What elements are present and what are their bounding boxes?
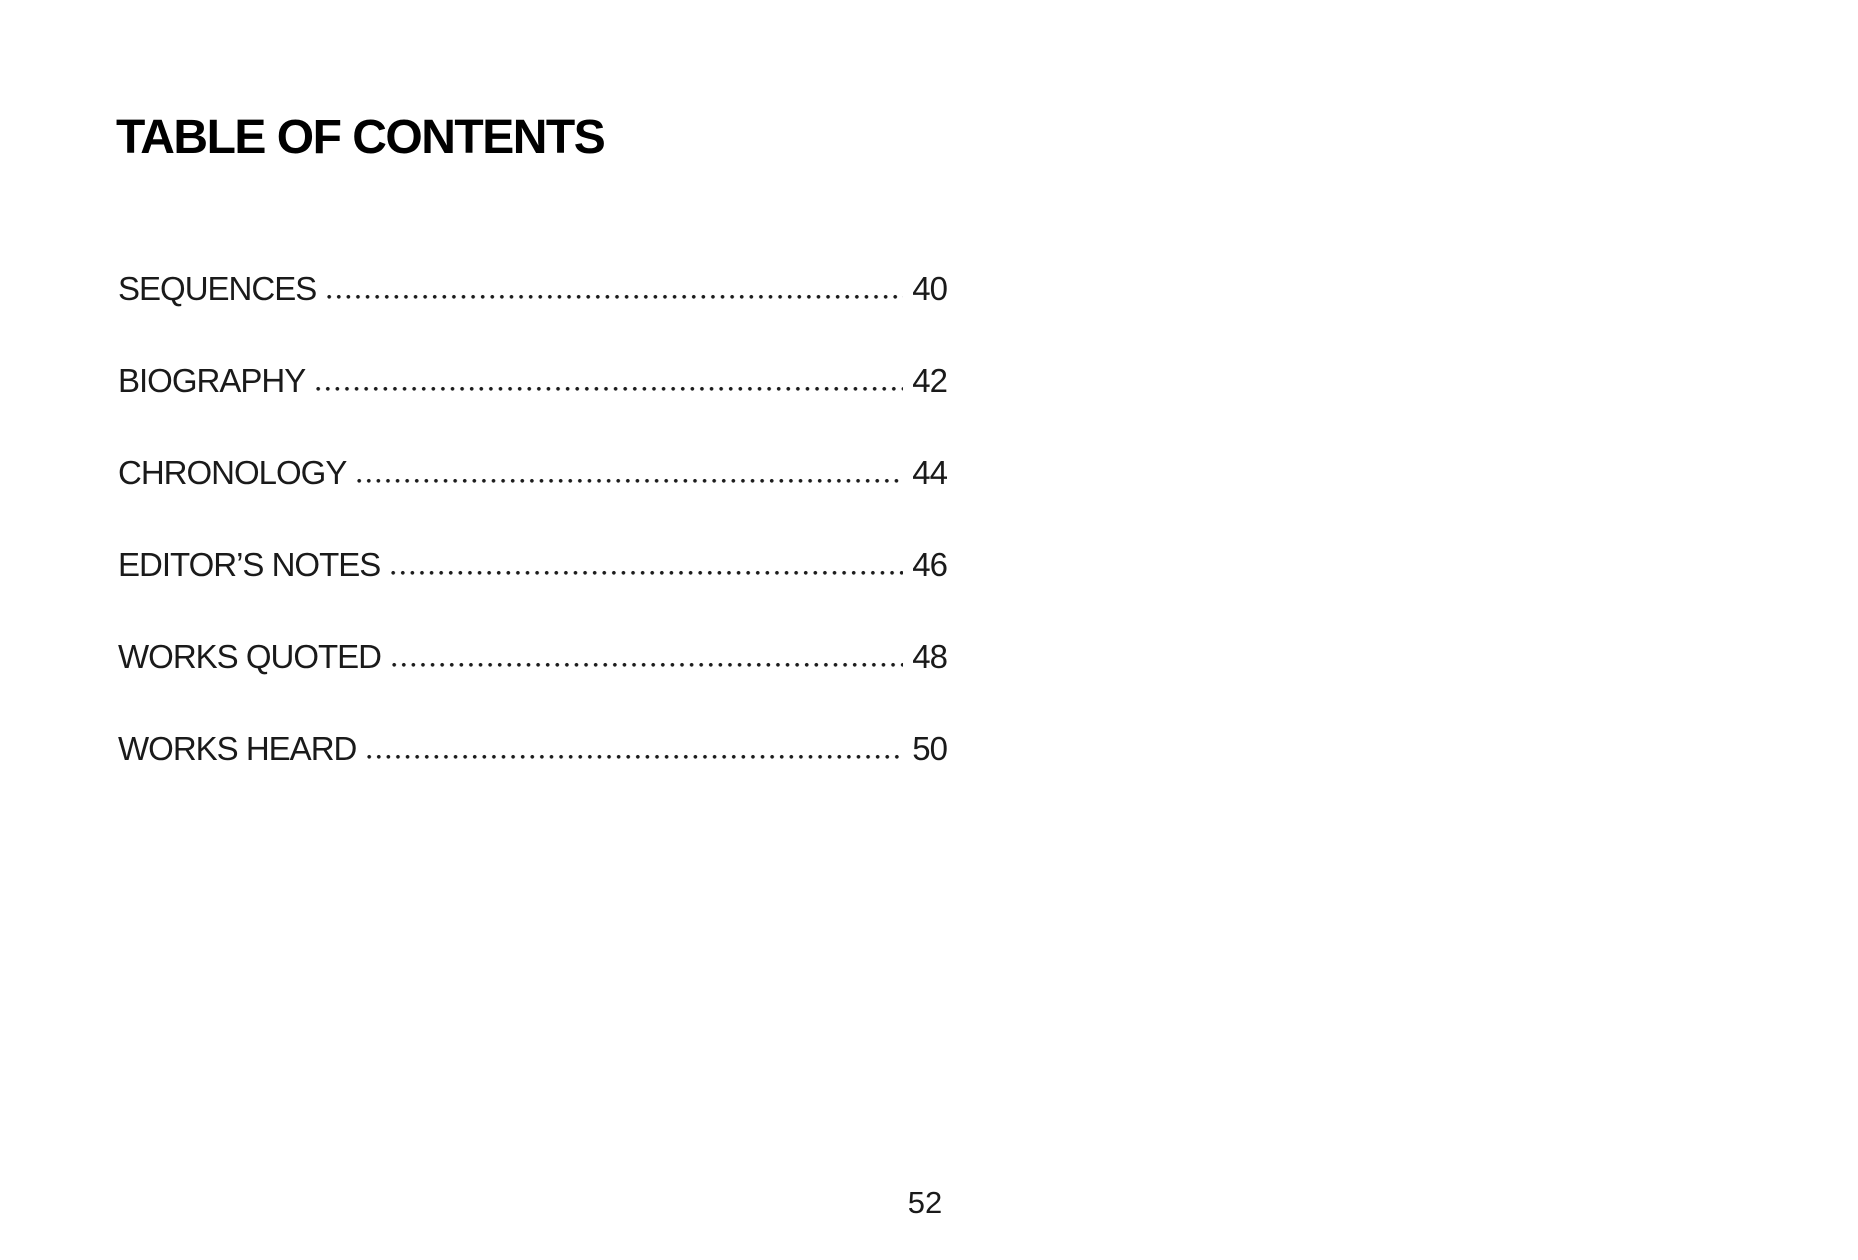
toc-entry-page-number: 50: [912, 730, 947, 767]
dot-leader: [316, 386, 903, 392]
toc-row: [118, 268, 947, 310]
toc-row: [118, 728, 947, 770]
toc-entry-label: BIOGRAPHY: [118, 362, 306, 399]
toc-entry-page-number: 42: [912, 362, 947, 399]
toc-entry-label: SEQUENCES: [118, 270, 317, 307]
toc-row: [118, 452, 947, 494]
dot-leader: [367, 754, 903, 760]
dot-leader: [327, 294, 903, 300]
toc-row: [118, 636, 947, 678]
toc-entry-page-number: 44: [912, 454, 947, 491]
toc-list: [118, 268, 947, 820]
toc-entry-page-number: 40: [912, 270, 947, 307]
toc-entry-label: EDITOR’S NOTES: [118, 546, 381, 583]
dot-leader: [391, 570, 903, 576]
page-number-folio: 52: [907, 1185, 943, 1220]
toc-row: [118, 544, 947, 586]
toc-row: [118, 360, 947, 402]
toc-entry-label: CHRONOLOGY: [118, 454, 347, 491]
dot-leader: [357, 478, 903, 484]
toc-entry-page-number: 48: [912, 638, 947, 675]
page-title: TABLE OF CONTENTS: [116, 111, 605, 164]
toc-entry-page-number: 46: [912, 546, 947, 583]
toc-entry-label: WORKS HEARD: [118, 730, 357, 767]
toc-entry-label: WORKS QUOTED: [118, 638, 382, 675]
dot-leader: [392, 662, 903, 668]
